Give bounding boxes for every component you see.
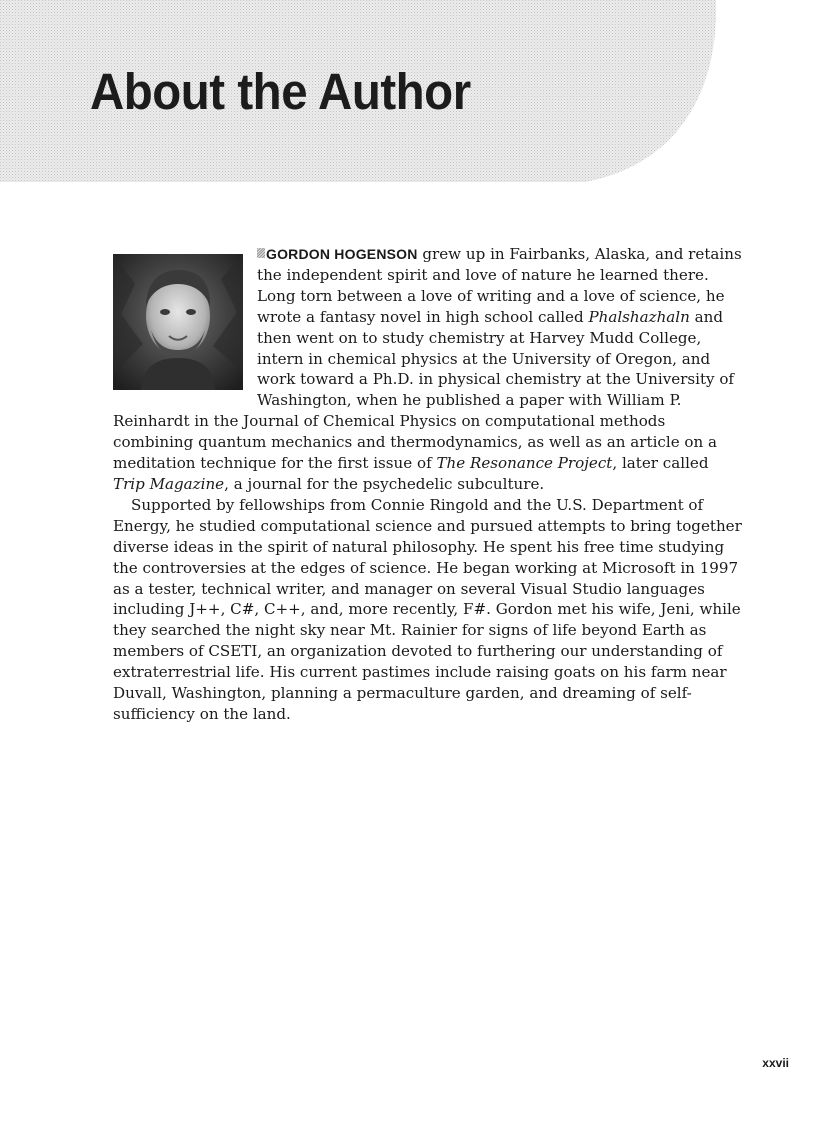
novel-title: Phalshazhaln — [588, 307, 690, 326]
bio-paragraph-2: Supported by fellowships from Connie Ringold and the U.S. Department of Energy, he studied computational science and pursued attempts to bring together diverse ideas in the spirit of natural philosophy. He spent his free time studying the controversies at the edges of science. He began working at Microsoft in 1997 as a tester, technical writer, and manager on several Visual Studio languages including J++, C#, C++, and, more recently, F#. Gordon met his wife, Jeni, while they searched the night sky near Mt. Rainier for signs of life beyond Earth as members of CSETI, an organization devoted to furthering our understanding of extraterrestrial life. His current pastimes include raising goats on his farm near Duvall, Washington, planning a permaculture garden, and dreaming of self-sufficiency on the land. — [113, 495, 742, 723]
paragraph-marker-icon — [257, 248, 265, 258]
magazine-title: Trip Magazine — [113, 474, 225, 493]
author-photo — [113, 254, 243, 390]
publication-title: The Resonance Project — [436, 454, 613, 473]
page-number: xxvii — [762, 1056, 789, 1070]
bio-paragraph-1: GORDON HOGENSON grew up in Fairbanks, Alaska, and retains the independent spirit and love of nature he learned there. Long torn between a love of writing and a love of science, he wrote a fantasy novel in high school called Phalshazhaln and then went on to study chemistry at Harvey Mudd College, intern in chemical physics at the University of Oregon, and work toward a Ph.D. in physical chemistry at the University of Washington, when he published a paper with William P. Reinhardt in the Journal of Chemical Physics on computational methods combining quantum mechanics and thermodynamics, as well as an article on a meditation technique for the first issue of The Resonance Project, later called Trip Magazine, a journal for the psychedelic subculture. — [113, 245, 742, 493]
page-title: About the Author — [90, 63, 471, 120]
author-bio — [113, 244, 743, 725]
author-name: GORDON HOGENSON — [266, 246, 418, 262]
